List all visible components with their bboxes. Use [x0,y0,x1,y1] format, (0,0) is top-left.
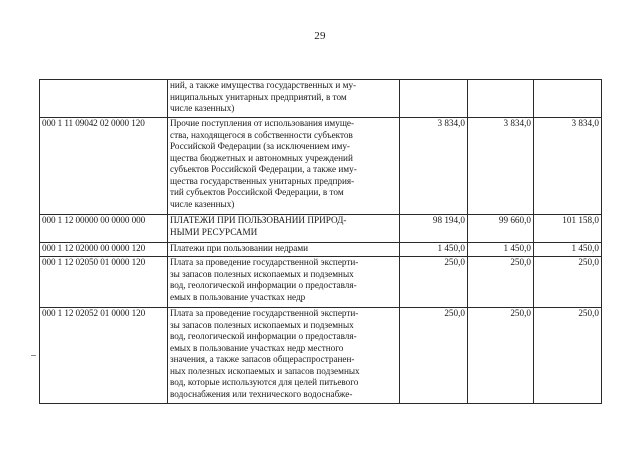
name-line: емых в пользование участках недр местного [170,342,344,353]
value-year-3-cell: 250,0 [534,308,602,404]
value-year-1-cell: 1 450,0 [400,243,468,257]
budget-code-cell: 000 1 12 00000 00 0000 000 [40,215,168,243]
value-year-2-cell: 3 834,0 [468,118,534,215]
name-line: зы запасов полезных ископаемых и подземных [170,319,354,330]
value-year-3-cell: 101 158,0 [534,215,602,243]
value-year-3-cell [534,80,602,118]
budget-code-cell [40,80,168,118]
table-row [40,243,602,257]
value-year-1-cell: 250,0 [400,257,468,308]
name-line: вод, геологической информации о предоставля- [170,280,357,290]
value-year-1-cell: 98 194,0 [400,215,468,243]
value-year-2-cell [468,80,534,118]
value-year-1-cell: 250,0 [400,308,468,404]
table-row [40,118,602,215]
name-line: водоснабжения или технического водоснабже- [170,388,353,399]
revenue-name-cell [168,215,400,243]
page-number: 29 [314,30,326,42]
budget-code-cell: 000 1 11 09042 02 0000 120 [40,118,168,215]
value-year-3-cell: 3 834,0 [534,118,602,215]
name-line: зы запасов полезных ископаемых и подземных [170,268,354,279]
name-line: числе казенных) [170,198,235,209]
name-line: НЫМИ РЕСУРСАМИ [170,226,258,237]
value-year-3-cell: 1 450,0 [534,243,602,257]
value-year-1-cell [400,80,468,118]
value-year-3-cell: 250,0 [534,257,602,308]
name-line: тий субъектов Российской Федерации, в том [170,187,344,197]
name-line: щества бюджетных и автономных учреждений [170,152,353,163]
table-row [40,257,602,308]
revenue-name-cell [168,243,400,257]
name-line: Российской Федерации (за исключением иму- [170,141,350,151]
margin-mark [31,355,36,356]
name-line: вод, геологической информации о предоставля- [170,331,357,341]
name-line: ниципальных унитарных предприятий, в том [170,91,347,102]
value-year-2-cell: 250,0 [468,308,534,404]
name-line: субъектов Российской Федерации, а также иму- [170,164,357,174]
revenue-name-cell [168,308,400,404]
budget-table [39,79,602,404]
name-line: Плата за проведение государственной эксперти- [170,308,359,318]
name-line: Платежи при пользовании недрами [170,243,309,253]
name-line: ных полезных ископаемых и запасов подземных [170,365,360,376]
value-year-1-cell: 3 834,0 [400,118,468,215]
name-line: числе казенных) [170,103,235,113]
value-year-2-cell: 99 660,0 [468,215,534,243]
table-row [40,215,602,243]
table-row [40,308,602,404]
value-year-2-cell: 250,0 [468,257,534,308]
name-line: ний, а также имущества государственных и му- [170,80,357,90]
name-line: вод, которые используются для целей питьевого [170,377,359,387]
budget-code-cell: 000 1 12 02000 00 0000 120 [40,243,168,257]
revenue-name-cell [168,118,400,215]
name-line: Прочие поступления от использования имуще- [170,118,355,128]
revenue-name-cell [168,257,400,308]
name-line: ПЛАТЕЖИ ПРИ ПОЛЬЗОВАНИИ ПРИРОД- [170,215,347,225]
budget-code-cell: 000 1 12 02050 01 0000 120 [40,257,168,308]
revenue-name-cell [168,80,400,118]
name-line: Плата за проведение государственной эксперти- [170,257,359,267]
name-line: ства, находящегося в собственности субъектов [170,129,353,140]
budget-code-cell: 000 1 12 02052 01 0000 120 [40,308,168,404]
table-row [40,80,602,118]
value-year-2-cell: 1 450,0 [468,243,534,257]
name-line: емых в пользование участках недр [170,291,306,302]
name-line: щества государственных унитарных предприя- [170,175,355,186]
name-line: значения, а также запасов общераспространен- [170,354,355,364]
